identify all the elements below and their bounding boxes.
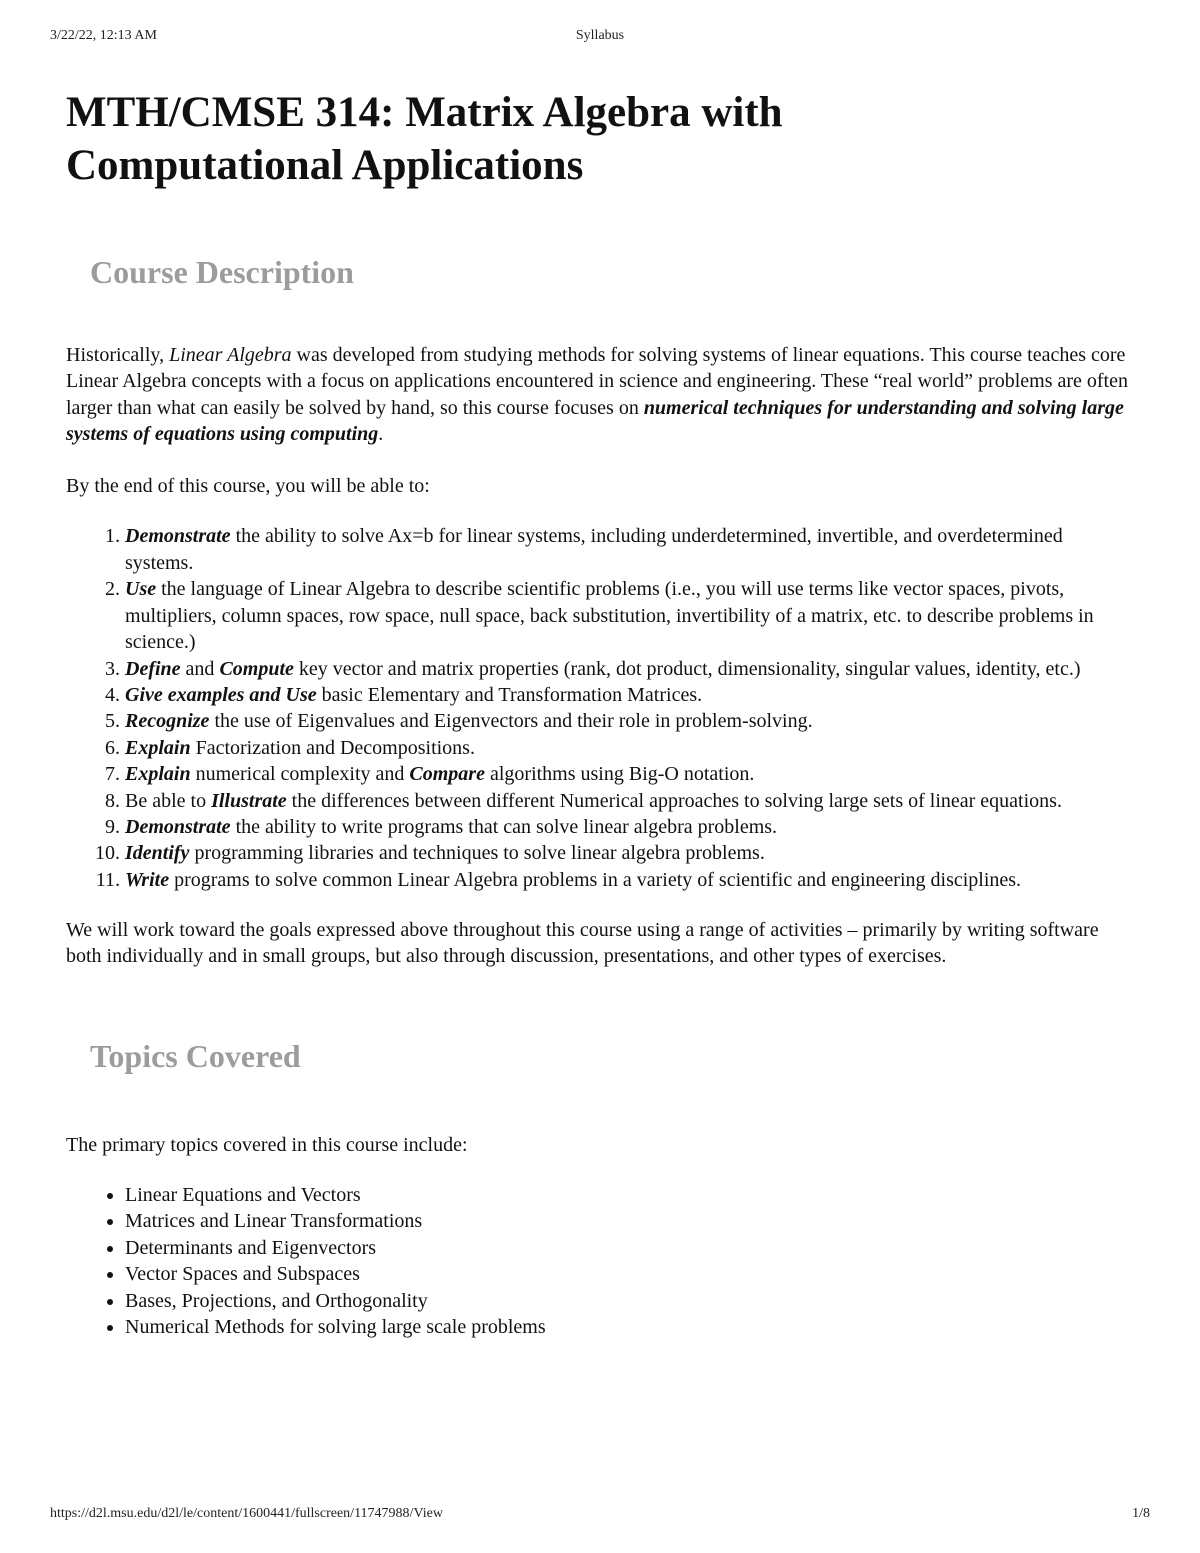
outcome-text: programming libraries and techniques to solve linear algebra problems.: [189, 842, 765, 865]
outcome-item: [125, 523, 1136, 576]
topics-list: [66, 1182, 1136, 1340]
outcome-item: [125, 682, 1136, 708]
outcome-verb: Compare: [409, 763, 485, 786]
intro-end: .: [378, 422, 384, 445]
outcome-verb: Explain: [125, 763, 191, 786]
outcome-item: [125, 788, 1136, 814]
topic-item: • Vector Spaces and Subspaces: [125, 1261, 1136, 1287]
print-date: 3/22/22, 12:13 AM: [50, 28, 157, 43]
course-description-heading: Course Description: [90, 254, 354, 290]
outcome-verb: Identify: [125, 842, 190, 865]
topic-item: • Linear Equations and Vectors: [125, 1182, 1136, 1208]
outcome-verb: Give examples and Use: [125, 683, 317, 706]
course-title-line2: Computational Applications: [66, 142, 584, 189]
outcome-text: basic Elementary and Transformation Matrices.: [316, 683, 703, 706]
course-title-line1: MTH/CMSE 314: Matrix Algebra with: [66, 89, 783, 136]
outcome-verb: Explain: [125, 736, 191, 759]
course-title: [66, 86, 1136, 192]
outcome-verb: Recognize: [125, 710, 210, 733]
outcome-verb: Write: [125, 868, 170, 891]
outcome-item: [125, 761, 1136, 787]
goals-paragraph: We will work toward the goals expressed above throughout this course using a range of activities – primarily by writing software both individually and in small groups, but also through discussion, presentations, and other types of exercises.: [66, 919, 1099, 968]
topic-item: • Bases, Projections, and Orthogonality: [125, 1288, 1136, 1314]
intro-emphasis: numerical techniques for understanding and solving large systems of equations using computing: [66, 396, 1124, 445]
outcome-verb: Use: [125, 578, 157, 601]
outcome-item: [125, 840, 1136, 866]
outcome-item: [125, 867, 1136, 893]
outcome-text: programs to solve common Linear Algebra problems in a variety of scientific and engineering disciplines.: [169, 868, 1022, 891]
topic-item: • Matrices and Linear Transformations: [125, 1208, 1136, 1234]
outcome-text: algorithms using Big-O notation.: [484, 763, 755, 786]
topics-covered-heading: Topics Covered: [90, 1037, 301, 1074]
course-intro-paragraph: [66, 342, 1136, 447]
outcome-text: the language of Linear Algebra to describe scientific problems (i.e., you will use terms like vector spaces, pivots, multipliers, column spaces, row space, null space, back substitution, invertibility of a matrix, etc. to describe problems in science.): [125, 578, 1094, 654]
intro-italic: Linear Algebra: [169, 344, 292, 366]
outcome-text: the ability to solve Ax=b for linear systems, including underdetermined, invertible, and overdetermined systems.: [125, 525, 1063, 574]
outcome-item: [125, 735, 1136, 761]
outcome-item: [125, 576, 1136, 655]
topic-item: • Determinants and Eigenvectors: [125, 1235, 1136, 1261]
page-number: 1/8: [1132, 1506, 1150, 1521]
outcome-text: the differences between different Numerical approaches to solving large sets of linear equations.: [286, 789, 1062, 812]
intro-text-1: Historically,: [66, 344, 170, 366]
outcome-item: [125, 708, 1136, 734]
outcome-verb: Define: [125, 657, 181, 680]
print-url[interactable]: https://d2l.msu.edu/d2l/le/content/1600441/fullscreen/11747988/View: [50, 1506, 443, 1521]
outcome-verb: Compute: [219, 657, 294, 680]
outcome-text: key vector and matrix properties (rank, dot product, dimensionality, singular values, identity, etc.): [293, 657, 1081, 680]
outcome-verb: Demonstrate: [125, 525, 231, 548]
intro-text-2: was developed from studying methods for solving systems of linear equations. This course teaches core Linear Algebra concepts with a focus on applications encountered in science and engineering. These “real world” problems are often larger than what can easily be solved by hand, so this course focuses on: [66, 344, 1128, 419]
outcome-item: [125, 814, 1136, 840]
outcome-text: numerical complexity and: [190, 763, 410, 786]
outcome-prefix: Be able to: [125, 789, 212, 812]
syllabus-content: [66, 86, 1136, 1341]
outcome-item: [125, 656, 1136, 682]
outcome-text: the use of Eigenvalues and Eigenvectors and their role in problem-solving.: [209, 710, 813, 733]
topics-intro: The primary topics covered in this course include:: [66, 1133, 468, 1156]
outcomes-lead: By the end of this course, you will be able to:: [66, 475, 430, 498]
outcome-text: the ability to write programs that can solve linear algebra problems.: [230, 815, 778, 838]
outcome-verb: Illustrate: [211, 789, 287, 812]
topic-item: • Numerical Methods for solving large scale problems: [125, 1314, 1136, 1340]
outcome-text: and: [180, 657, 220, 680]
outcome-verb: Demonstrate: [125, 815, 231, 838]
print-doc-title: Syllabus: [575, 28, 625, 43]
learning-outcomes-list: [66, 523, 1136, 893]
outcome-text: Factorization and Decompositions.: [190, 736, 475, 759]
